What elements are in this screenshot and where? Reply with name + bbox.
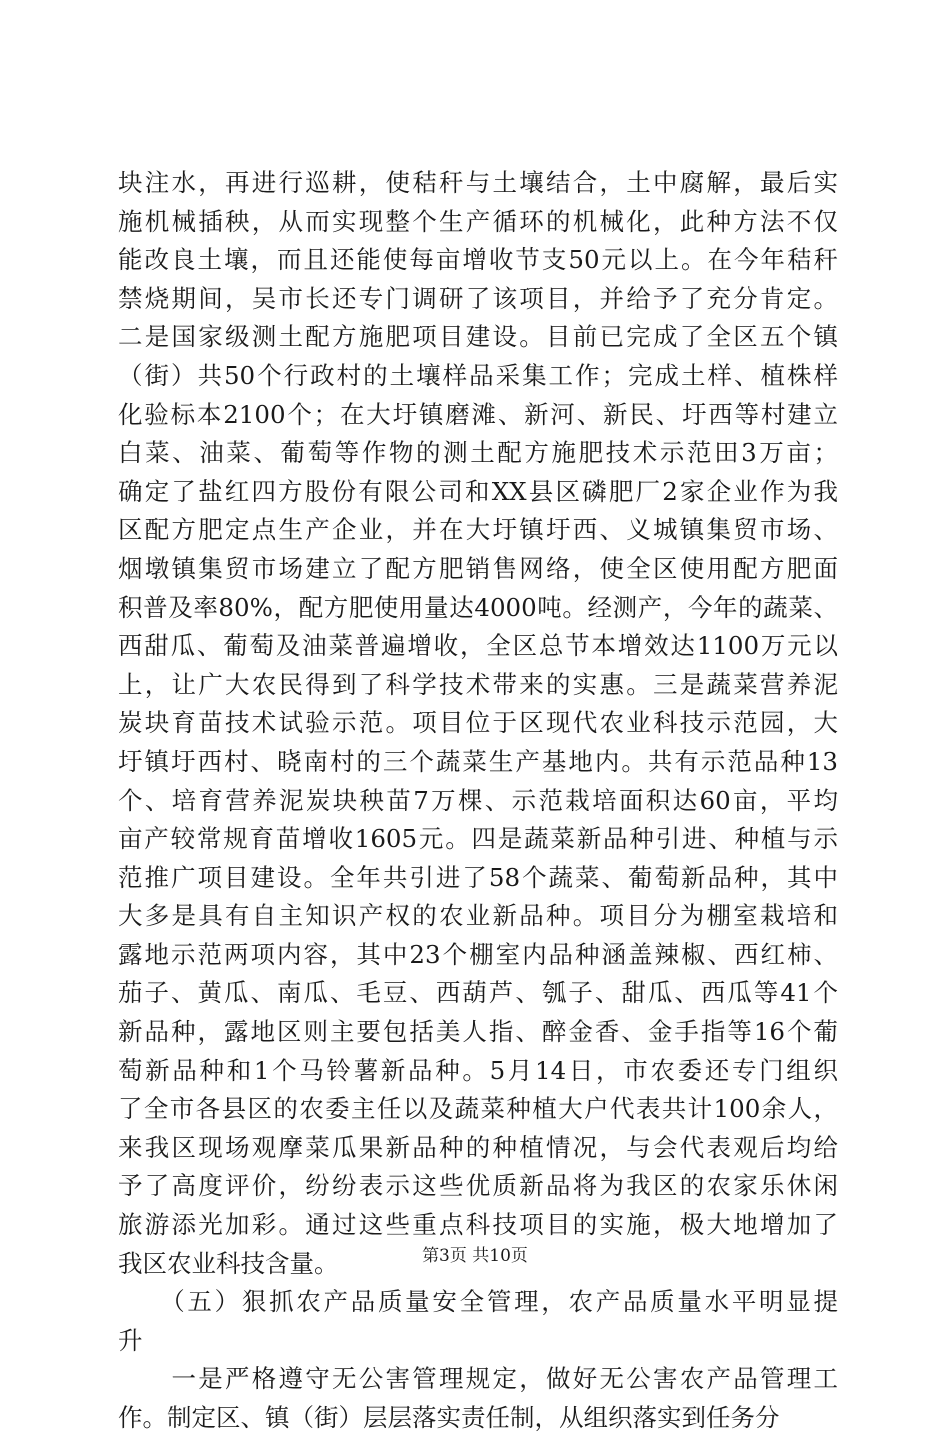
page-footer: 第3页 共10页 — [422, 1246, 528, 1266]
text-line: 禁烧期间，吴市长还专门调研了该项目，并给予了充分肯定。 — [118, 283, 838, 313]
text-line: 烟墩镇集贸市场建立了配方肥销售网络，使全区使用配方肥面 — [118, 553, 838, 583]
text-line: 施机械插秧，从而实现整个生产循环的机械化，此种方法不仅 — [118, 206, 838, 236]
text-line: 我区农业科技含量。 — [118, 1248, 339, 1278]
text-line: 作。制定区、镇（街）层层落实责任制，从组织落实到任务分 — [118, 1403, 780, 1432]
text-line: 区配方肥定点生产企业，并在大圩镇圩西、义城镇集贸市场、 — [118, 515, 838, 545]
text-line: 旅游添光加彩。通过这些重点科技项目的实施，极大地增加了 — [118, 1210, 838, 1240]
text-line: 西甜瓜、葡萄及油菜普遍增收，全区总节本增效达1100万元以 — [118, 631, 838, 661]
text-line: 萄新品种和1个马铃薯新品种。5月14日，市农委还专门组织 — [118, 1055, 838, 1085]
text-line: 二是国家级测土配方施肥项目建设。目前已完成了全区五个镇 — [118, 322, 838, 352]
text-line: 了全市各县区的农委主任以及蔬菜种植大户代表共计100余人， — [118, 1094, 838, 1124]
text-line: 来我区现场观摩菜瓜果新品种的种植情况，与会代表观后均给 — [118, 1132, 838, 1162]
text-line: 范推广项目建设。全年共引进了58个蔬菜、葡萄新品种，其中 — [118, 862, 838, 892]
text-line: 亩产较常规育苗增收1605元。四是蔬菜新品种引进、种植与示 — [118, 824, 838, 854]
text-line: 一是严格遵守无公害管理规定，做好无公害农产品管理工 — [118, 1364, 838, 1394]
text-line: 大多是具有自主知识产权的农业新品种。项目分为棚室栽培和 — [118, 901, 838, 931]
text-line: 露地示范两项内容，其中23个棚室内品种涵盖辣椒、西红柿、 — [118, 939, 838, 969]
text-line: 白菜、油菜、葡萄等作物的测土配方施肥技术示范田3万亩； — [118, 438, 838, 468]
text-line: 上，让广大农民得到了科学技术带来的实惠。三是蔬菜营养泥 — [118, 669, 838, 699]
text-line: 圩镇圩西村、晓南村的三个蔬菜生产基地内。共有示范品种13 — [118, 746, 838, 776]
text-line: （街）共50个行政村的土壤样品采集工作；完成土样、植株样 — [118, 360, 838, 390]
text-line: 予了高度评价，纷纷表示这些优质新品将为我区的农家乐休闲 — [118, 1171, 838, 1201]
text-line: （五）狠抓农产品质量安全管理，农产品质量水平明显提 — [118, 1287, 838, 1317]
text-line: 能改良土壤，而且还能使每亩增收节支50元以上。在今年秸秆 — [118, 245, 838, 275]
text-line: 确定了盐红四方股份有限公司和XX县区磷肥厂2家企业作为我 — [118, 476, 838, 506]
text-line: 块注水，再进行巡耕，使秸秆与土壤结合，土中腐解，最后实 — [118, 168, 838, 197]
text-line: 化验标本2100个；在大圩镇磨滩、新河、新民、圩西等村建立 — [118, 399, 838, 429]
text-line: 新品种，露地区则主要包括美人指、醉金香、金手指等16个葡 — [118, 1017, 838, 1047]
text-line: 个、培育营养泥炭块秧苗7万棵、示范栽培面积达60亩，平均 — [118, 785, 838, 815]
text-line: 茄子、黄瓜、南瓜、毛豆、西葫芦、瓠子、甜瓜、西瓜等41个 — [118, 978, 838, 1008]
text-line: 炭块育苗技术试验示范。项目位于区现代农业科技示范园，大 — [118, 708, 838, 738]
text-line: 积普及率80%，配方肥使用量达4000吨。经测产，今年的蔬菜、 — [118, 592, 838, 622]
text-line: 升 — [118, 1325, 143, 1355]
